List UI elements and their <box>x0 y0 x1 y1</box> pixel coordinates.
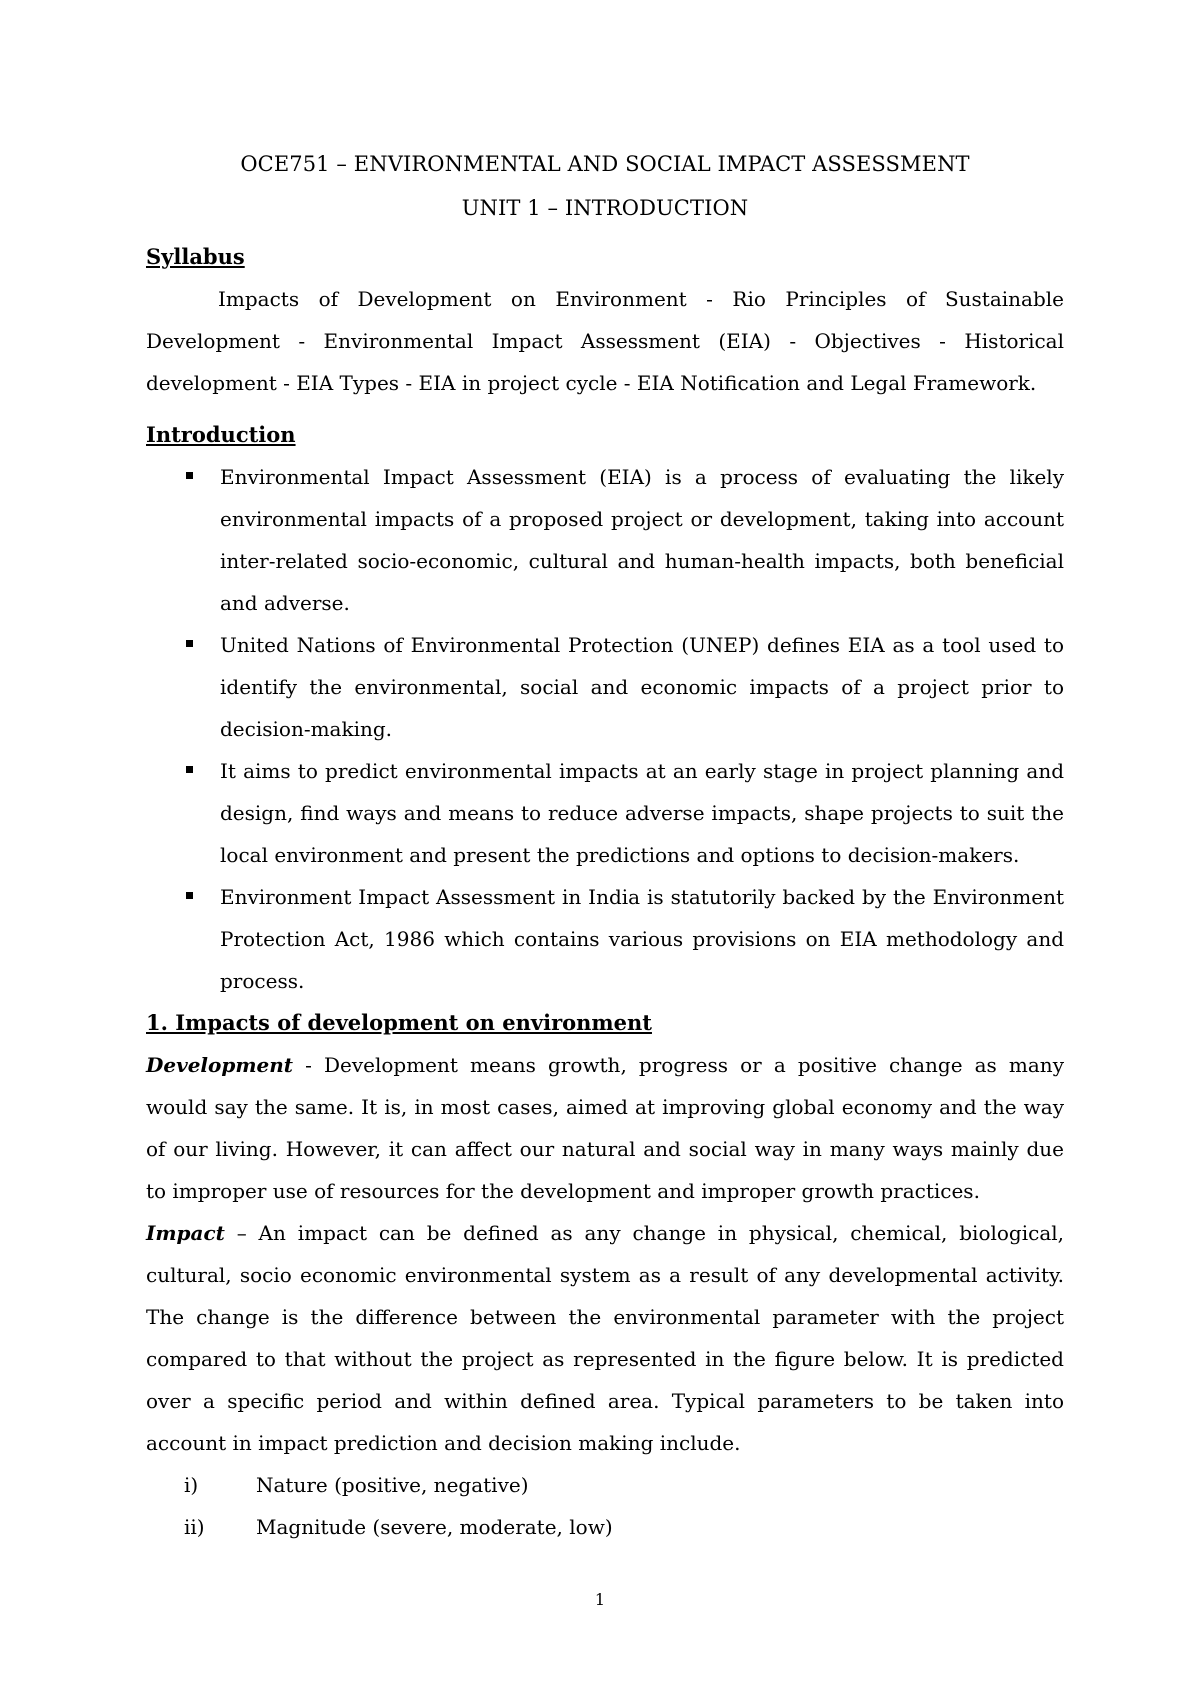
introduction-heading: Introduction <box>146 422 296 447</box>
bullet-text: United Nations of Environmental Protection (UNEP) defines EIA as a tool used to identify the environmental, social and economic impacts of a project prior to decision-making. <box>220 633 1064 741</box>
development-paragraph <box>146 1044 1064 1212</box>
parameter-item <box>146 1506 1064 1548</box>
impact-paragraph <box>146 1212 1064 1464</box>
parameter-item <box>146 1464 1064 1506</box>
bullet-text: Environment Impact Assessment in India is statutorily backed by the Environment Protection Act, 1986 which contains various provisions on EIA methodology and process. <box>220 885 1064 993</box>
bullet-item <box>146 876 1064 1002</box>
square-bullet-icon <box>186 640 193 647</box>
parameter-text: Nature (positive, negative) <box>256 1473 529 1497</box>
bullet-text: Environmental Impact Assessment (EIA) is a process of evaluating the likely environmental impacts of a proposed project or development, taking into account inter-related socio-economic, cultural and human-health impacts, both beneficial and adverse. <box>220 465 1064 615</box>
page-number: 1 <box>594 1590 606 1609</box>
parameter-number: i) <box>184 1473 199 1497</box>
development-term: Development <box>146 1053 294 1077</box>
document-title: OCE751 – ENVIRONMENTAL AND SOCIAL IMPACT ASSESSMENT <box>240 152 970 176</box>
bullet-item <box>146 624 1064 750</box>
square-bullet-icon <box>186 766 193 773</box>
page-content <box>146 142 1064 1548</box>
parameter-number: ii) <box>184 1515 205 1539</box>
introduction-bullet-list <box>146 456 1064 1002</box>
bullet-item <box>146 456 1064 624</box>
impact-term: Impact <box>146 1221 225 1245</box>
impact-text: – An impact can be defined as any change in physical, chemical, biological, cultural, socio economic environmental system as a result of any developmental activity. The change is the difference between the environmental parameter with the project compared to that without the project as represented in the figure below. It is predicted over a specific period and within defined area. Typical parameters to be taken into account in impact prediction and decision making include. <box>146 1221 1064 1455</box>
parameter-text: Magnitude (severe, moderate, low) <box>256 1515 613 1539</box>
bullet-text: It aims to predict environmental impacts at an early stage in project planning and design, find ways and means to reduce adverse impacts, shape projects to suit the local environment and present the predictions and options to decision-makers. <box>220 759 1064 867</box>
syllabus-text: Impacts of Development on Environment - Rio Principles of Sustainable Development - Environmental Impact Assessment (EIA) - Objectives - Historical development - EIA Types - EIA in project cycle - EIA Notification and Legal Framework. <box>146 287 1064 395</box>
section-1-heading: 1. Impacts of development on environment <box>146 1010 652 1035</box>
square-bullet-icon <box>186 472 193 479</box>
square-bullet-icon <box>186 892 193 899</box>
bullet-item <box>146 750 1064 876</box>
unit-title: UNIT 1 – INTRODUCTION <box>461 196 749 220</box>
syllabus-heading: Syllabus <box>146 244 245 269</box>
development-text: - Development means growth, progress or a positive change as many would say the same. It is, in most cases, aimed at improving global economy and the way of our living. However, it can affect our natural and social way in many ways mainly due to improper use of resources for the development and improper growth practices. <box>146 1053 1064 1203</box>
parameters-list <box>146 1464 1064 1548</box>
